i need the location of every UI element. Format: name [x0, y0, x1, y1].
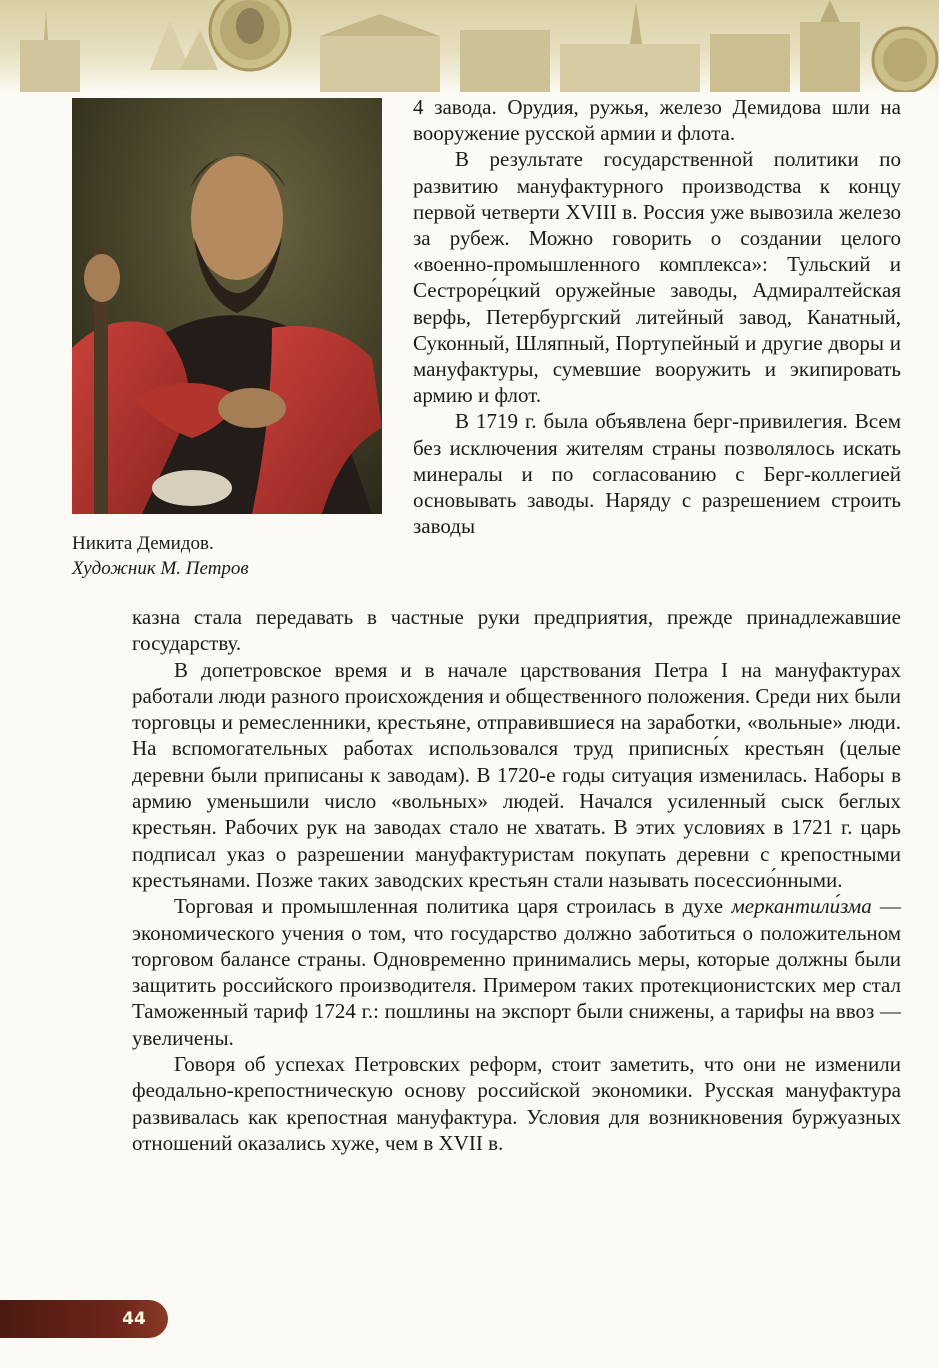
paragraph-berg-privilege: В 1719 г. была объявлена берг-привилегия. Всем без исключения жителям страны позволялось искать минералы и по согласованию с Берг-коллегией основывать заводы. Наряду с разрешением строить заводы	[413, 409, 901, 539]
figure-caption	[72, 531, 382, 581]
header-ornament-illustration	[0, 0, 939, 92]
portrait-painting-image	[72, 98, 382, 514]
paragraph-military-industry: В результате государственной политики по развитию мануфактурного производства к концу первой четверти XVIII в. Россия уже вывозила железо за рубеж. Можно говорить о создании целого «военно-промышленного комплекса»: Тульский и Сестроре́цкий оружейные заводы, Адмиралтейская верфь, Петербургский литейный завод, Канатный, Суконный, Шляпный, Портупейный и другие дворы и мануфактуры, сумевшие вооружить и экипировать армию и флот.	[413, 147, 901, 408]
caption-subject-name: Никита Демидов.	[72, 533, 214, 554]
column-text-block	[413, 94, 901, 539]
mercantilism-term: меркантили́зма	[731, 894, 872, 919]
portrait-nikita-demidov	[72, 98, 382, 514]
paragraph-berg-privilege-continued: казна стала передавать в частные руки предприятия, прежде принадлежавшие государству.	[132, 605, 901, 656]
page-number: 44	[122, 1309, 146, 1329]
mercantilism-rest-text: — экономического учения о том, что государство должно заботиться о положительном торговом балансе страны. Одновременно принимались меры, которые должны были защитить российского производителя. Примером таких протекционистских мер стал Таможенный тариф 1724 г.: пошлины на экспорт были снижены, а тарифы на ввоз — увеличены.	[132, 894, 902, 1050]
decorative-header-band	[0, 0, 939, 92]
caption-artist: Художник М. Петров	[72, 558, 249, 579]
paragraph-workforce: В допетровское время и в начале царствования Петра I на мануфактурах работали люди разного происхождения и общественного положения. Среди них были торговцы и ремесленники, крестьяне, отправившиеся на заработки, «вольные» люди. На вспомогательных работах использовался труд приписны́х крестьян (целые деревни были приписаны к заводам). В 1720-е годы ситуация изменилась. Наборы в армию уменьшили число «вольных» людей. Начался усиленный сыск беглых крестьян. Рабочих рук на заводах стало не хватать. В этих условиях в 1721 г. царь подписал указ о разрешении мануфактуристам покупать деревни с крепостными крестьянами. Позже таких заводских крестьян стали называть посессио́нными.	[132, 657, 901, 892]
paragraph-reform-results: Говоря об успехах Петровских реформ, стоит заметить, что они не изменили феодально-крепостническую основу российской экономики. Русская мануфактура развивалась как крепостная мануфактура. Условия для возникновения буржуазных отношений оказались хуже, чем в XVII в.	[132, 1052, 901, 1155]
mercantilism-lead-text: Торговая и промышленная политика царя строилась в духе	[174, 894, 724, 919]
paragraph-mercantilism	[132, 893, 901, 1051]
full-width-text-block	[132, 604, 901, 1156]
paragraph-continued: 4 завода. Орудия, ружья, железо Демидова шли на вооружение русской армии и флота.	[413, 95, 901, 146]
